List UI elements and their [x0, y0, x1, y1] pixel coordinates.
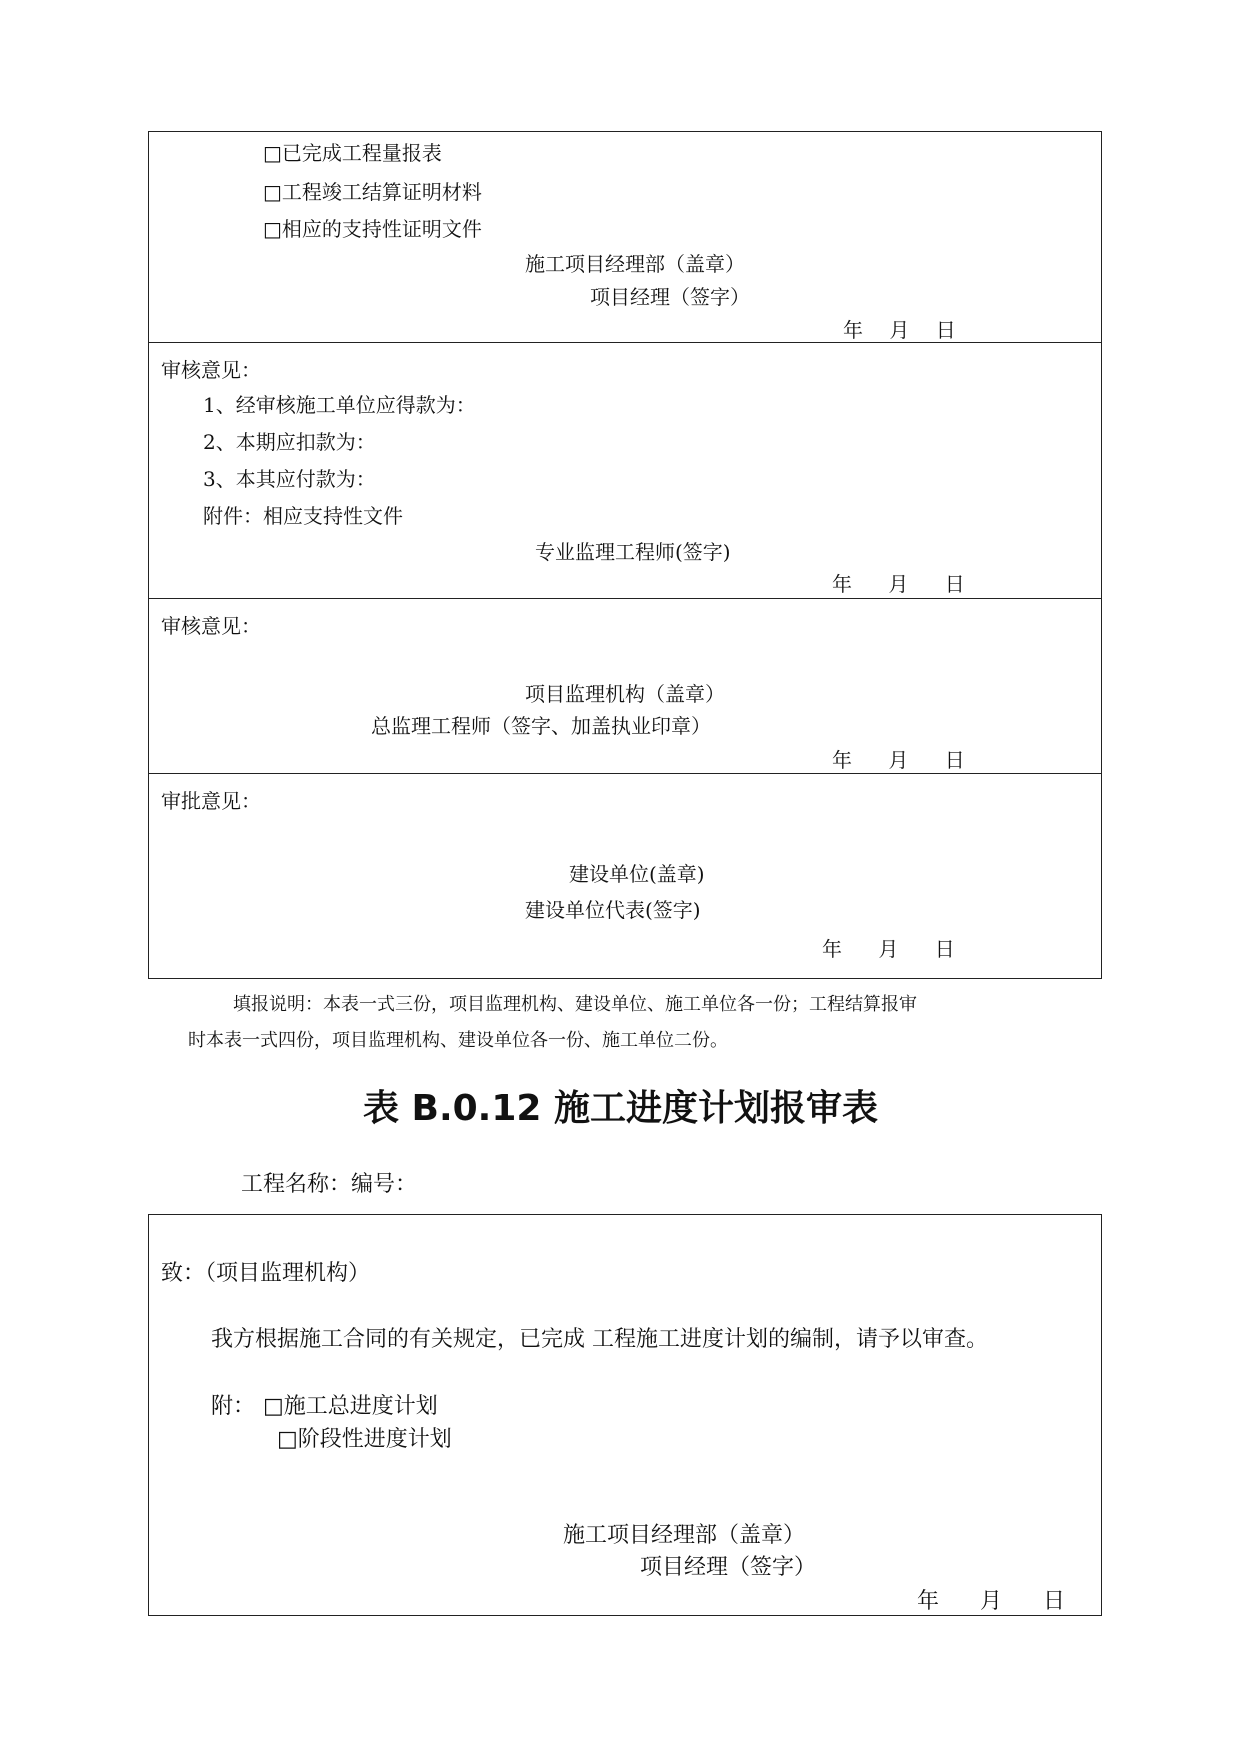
date-day: 日 [934, 937, 955, 961]
project-name-line: 工程名称：编号： [241, 1172, 418, 1197]
date-day: 日 [944, 572, 965, 596]
date-month: 月 [980, 1589, 1003, 1614]
date-year: 年 [843, 318, 863, 342]
row-divider [148, 598, 1102, 599]
filling-note: 时本表一式四份，项目监理机构、建设单位各一份、施工单位二份。 [188, 1030, 728, 1051]
supervisor-signature: 专业监理工程师(签字) [535, 540, 731, 564]
date-month: 月 [889, 318, 910, 342]
date-year: 年 [822, 937, 842, 961]
review-attachment: 附件：相应支持性文件 [203, 504, 403, 528]
date-line [843, 314, 956, 343]
review-heading: 审核意见： [161, 614, 261, 638]
filling-note: 填报说明：本表一式三份，项目监理机构、建设单位、施工单位各一份；工程结算报审 [233, 994, 917, 1015]
date-day: 日 [944, 748, 965, 772]
chief-supervisor-signature: 总监理工程师（签字、加盖执业印章） [371, 714, 711, 738]
owner-representative-signature: 建设单位代表(签字) [525, 898, 701, 922]
form-title: 表 B.0.12 施工进度计划报审表 [362, 1088, 878, 1129]
review-item: 1、经审核施工单位应得款为： [203, 393, 476, 417]
date-line [917, 1584, 1065, 1615]
date-month: 月 [888, 572, 909, 596]
date-month: 月 [888, 748, 909, 772]
attachment-checkbox-item[interactable]: □相应的支持性证明文件 [263, 217, 482, 241]
date-line [832, 744, 965, 773]
owner-seal: 建设单位(盖章) [569, 862, 705, 886]
attachment-checkbox-item[interactable]: □已完成工程量报表 [263, 141, 442, 165]
review-heading: 审核意见： [161, 358, 261, 382]
submission-statement: 我方根据施工合同的有关规定，已完成 工程施工进度计划的编制，请予以审查。 [211, 1327, 988, 1352]
project-manager-signature: 项目经理（签字） [640, 1555, 817, 1580]
attachment-checkbox-item[interactable]: □工程竣工结算证明材料 [263, 180, 482, 204]
review-item: 2、本期应扣款为： [203, 430, 376, 454]
date-day: 日 [935, 318, 956, 342]
attach-checkbox-item[interactable]: □阶段性进度计划 [277, 1427, 452, 1452]
date-year: 年 [832, 572, 852, 596]
date-month: 月 [878, 937, 899, 961]
row-divider [148, 342, 1102, 343]
attach-label: 附： [211, 1394, 256, 1419]
date-year: 年 [917, 1589, 940, 1614]
contractor-dept-seal: 施工项目经理部（盖章） [563, 1523, 806, 1548]
row-divider [148, 773, 1102, 774]
date-year: 年 [832, 748, 852, 772]
addressee-line: 致：（项目监理机构） [161, 1261, 371, 1286]
review-item: 3、本其应付款为： [203, 467, 376, 491]
approval-heading: 审批意见： [161, 789, 261, 813]
date-line [832, 568, 965, 597]
contractor-dept-seal: 施工项目经理部（盖章） [525, 252, 745, 276]
date-line [822, 933, 955, 962]
project-manager-signature: 项目经理（签字） [590, 285, 750, 309]
attach-checkbox-item[interactable]: □施工总进度计划 [263, 1394, 438, 1419]
supervision-org-seal: 项目监理机构（盖章） [525, 682, 725, 706]
date-day: 日 [1043, 1589, 1066, 1614]
